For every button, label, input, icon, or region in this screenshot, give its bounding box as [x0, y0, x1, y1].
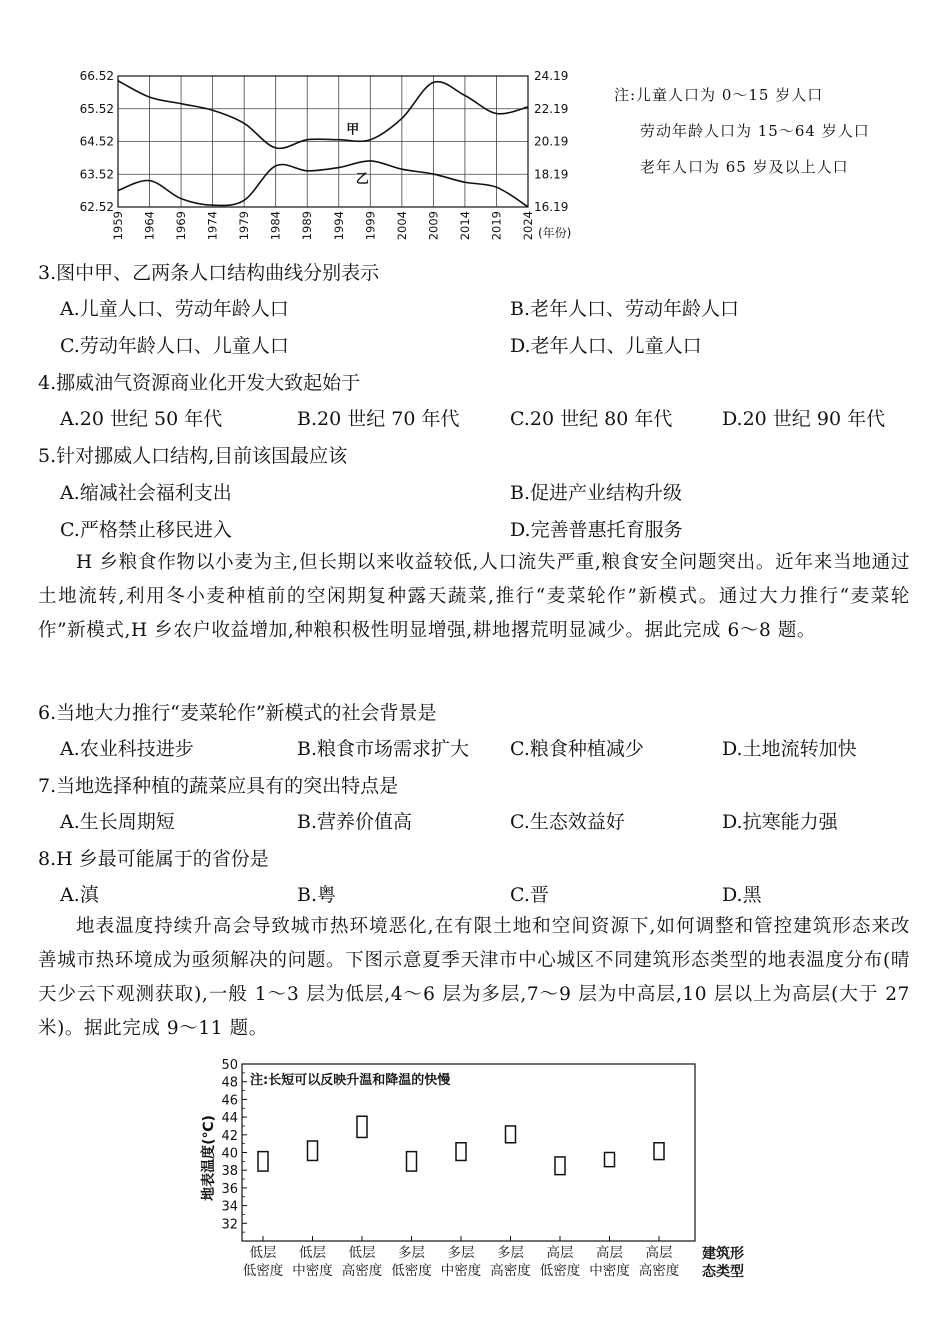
q3-option-a[interactable]: A.儿童人口、劳动年龄人口 — [60, 298, 289, 320]
temperature-range-box — [654, 1143, 664, 1160]
temperature-range-box — [258, 1152, 268, 1171]
q4-option-d[interactable]: D.20 世纪 90 年代 — [722, 408, 886, 430]
category-label-bottom: 中密度 — [292, 1263, 333, 1279]
temperature-range-box — [308, 1141, 318, 1160]
x-tick-label: 1994 — [331, 211, 346, 241]
category-label-bottom: 中密度 — [440, 1263, 482, 1279]
category-label-bottom: 低密度 — [539, 1263, 581, 1279]
temperature-range-box — [555, 1157, 565, 1175]
q7-option-b[interactable]: B.营养价值高 — [297, 811, 413, 833]
x-tick-label: 1979 — [237, 211, 252, 241]
q5-option-b[interactable]: B.促进产业结构升级 — [510, 482, 683, 504]
series-label-jia: 甲 — [346, 122, 360, 138]
y-right-tick-label: 18.19 — [534, 167, 569, 182]
category-label-top: 多层 — [497, 1245, 524, 1261]
x-tick-label: 1969 — [174, 211, 189, 241]
q4-option-c[interactable]: C.20 世纪 80 年代 — [510, 408, 673, 430]
y-tick-label: 42 — [221, 1128, 238, 1144]
temperature-range-box — [506, 1126, 516, 1143]
question-8-stem: 8.H 乡最可能属于的省份是 — [38, 848, 269, 870]
passage-h-township: H 乡粮食作物以小麦为主,但长期以来收益较低,人口流失严重,粮食安全问题突出。近年来当地通过土地流转,利用冬小麦种植前的空闲期复种露天蔬菜,推行“麦菜轮作”新模式。通过大力推行“麦菜轮作”新模式,H 乡农户收益增加,种粮积极性明显增强,耕地撂荒明显减少。据此完成 6～8 题。 — [38, 552, 910, 641]
category-label-top: 高层 — [546, 1245, 574, 1261]
x-tick-label: 1999 — [363, 211, 378, 241]
q5-option-a[interactable]: A.缩减社会福利支出 — [60, 482, 232, 504]
category-label-bottom: 高密度 — [341, 1263, 383, 1279]
x-tick-label: 1984 — [268, 211, 283, 241]
y-tick-label: 44 — [221, 1111, 238, 1127]
category-label-top: 低层 — [348, 1245, 376, 1261]
temperature-range-box — [407, 1152, 417, 1171]
category-label-bottom: 高密度 — [638, 1263, 680, 1279]
category-label-top: 多层 — [447, 1245, 475, 1261]
q8-option-c[interactable]: C.晋 — [510, 884, 549, 906]
series-line-yi — [118, 161, 528, 207]
y-left-tick-label: 62.52 — [79, 200, 114, 214]
category-label-bottom: 中密度 — [589, 1263, 630, 1279]
x-tick-label: 1989 — [300, 211, 315, 241]
series-line-jia — [118, 81, 528, 149]
population-line-chart — [60, 64, 620, 254]
q6-option-b[interactable]: B.粮食市场需求扩大 — [297, 738, 470, 760]
temperature-range-box — [357, 1116, 367, 1137]
y-tick-label: 40 — [221, 1146, 238, 1162]
chart-note-children: 注:儿童人口为 0～15 岁人口 — [614, 86, 824, 104]
category-label-bottom: 高密度 — [490, 1263, 531, 1279]
question-6-stem: 6.当地大力推行“麦菜轮作”新模式的社会背景是 — [38, 702, 437, 724]
x-tick-label: 1974 — [205, 211, 220, 241]
x-tick-label: 2014 — [457, 211, 472, 241]
x-tick-label: 2004 — [394, 211, 409, 241]
q5-option-d[interactable]: D.完善普惠托育服务 — [510, 519, 683, 541]
category-label-top: 低层 — [249, 1245, 277, 1261]
q7-option-d[interactable]: D.抗寒能力强 — [722, 811, 838, 833]
category-label-top: 高层 — [645, 1245, 673, 1261]
q7-option-a[interactable]: A.生长周期短 — [60, 811, 175, 833]
x-tick-label: 1964 — [142, 211, 157, 241]
y-left-tick-label: 64.52 — [79, 134, 114, 149]
chart2-note: 注:长短可以反映升温和降温的快慢 — [250, 1073, 451, 1088]
x-tick-label: 2024 — [521, 211, 535, 241]
y-left-tick-label: 63.52 — [79, 167, 114, 182]
q8-option-b[interactable]: B.粤 — [297, 884, 337, 906]
question-3-stem: 3.图中甲、乙两条人口结构曲线分别表示 — [38, 262, 380, 284]
x-tick-label: 2019 — [489, 211, 504, 241]
chart-note-elderly: 老年人口为 65 岁及以上人口 — [640, 158, 849, 176]
q8-option-d[interactable]: D.黑 — [722, 884, 762, 906]
temperature-range-box — [605, 1153, 615, 1167]
q7-option-c[interactable]: C.生态效益好 — [510, 811, 625, 833]
q6-option-d[interactable]: D.土地流转加快 — [722, 738, 857, 760]
category-label-bottom: 低密度 — [242, 1263, 284, 1279]
chart-note-working-age: 劳动年龄人口为 15～64 岁人口 — [640, 122, 870, 140]
surface-temperature-chart — [190, 1058, 770, 1288]
question-4-stem: 4.挪威油气资源商业化开发大致起始于 — [38, 372, 361, 394]
q5-option-c[interactable]: C.严格禁止移民进入 — [60, 519, 232, 541]
y-right-tick-label: 24.19 — [534, 69, 569, 83]
question-7-stem: 7.当地选择种植的蔬菜应具有的突出特点是 — [38, 775, 399, 797]
passage-tianjin-heat: 地表温度持续升高会导致城市热环境恶化,在有限土地和空间资源下,如何调整和管控建筑形态来改善城市热环境成为亟须解决的问题。下图示意夏季天津市中心城区不同建筑形态类型的地表温度分布(晴天少云下观测获取),一般 1～3 层为低层,4～6 层为多层,7～9 层为中高层,10 层以上为高层(大于 27 米)。据此完成 9～11 题。 — [38, 916, 910, 1039]
y-left-tick-label: 65.52 — [79, 101, 114, 116]
y-tick-label: 50 — [221, 1058, 238, 1073]
y-right-tick-label: 22.19 — [534, 101, 569, 116]
chart2-xlabel-line1: 建筑形 — [702, 1246, 744, 1262]
x-tick-label: 2009 — [426, 211, 441, 241]
category-label-top: 低层 — [299, 1245, 326, 1261]
y-left-tick-label: 66.52 — [79, 69, 114, 83]
y-tick-label: 38 — [221, 1164, 238, 1180]
y-tick-label: 34 — [221, 1199, 238, 1215]
series-label-yi: 乙 — [355, 171, 369, 187]
category-label-bottom: 低密度 — [391, 1263, 432, 1279]
q3-option-b[interactable]: B.老年人口、劳动年龄人口 — [510, 298, 740, 320]
category-label-top: 多层 — [398, 1245, 425, 1261]
y-tick-label: 32 — [221, 1217, 238, 1233]
q8-option-a[interactable]: A.滇 — [60, 884, 99, 906]
y-tick-label: 46 — [221, 1093, 238, 1109]
y-tick-label: 48 — [221, 1075, 238, 1091]
q4-option-a[interactable]: A.20 世纪 50 年代 — [60, 408, 223, 430]
q3-option-c[interactable]: C.劳动年龄人口、儿童人口 — [60, 335, 289, 357]
x-unit-label: (年份) — [538, 226, 572, 240]
category-label-top: 高层 — [596, 1245, 623, 1261]
q6-option-a[interactable]: A.农业科技进步 — [60, 738, 194, 760]
x-tick-label: 1959 — [111, 211, 125, 241]
chart2-xlabel-line2: 态类型 — [702, 1264, 744, 1280]
question-5-stem: 5.针对挪威人口结构,目前该国最应该 — [38, 445, 348, 467]
q6-option-c[interactable]: C.粮食种植减少 — [510, 738, 644, 760]
q3-option-d[interactable]: D.老年人口、儿童人口 — [510, 335, 702, 357]
y-right-tick-label: 20.19 — [534, 134, 569, 149]
chart2-ylabel: 地表温度(℃) — [201, 1115, 217, 1201]
y-tick-label: 36 — [221, 1181, 238, 1197]
temperature-range-box — [456, 1143, 466, 1161]
q4-option-b[interactable]: B.20 世纪 70 年代 — [297, 408, 460, 430]
y-right-tick-label: 16.19 — [534, 200, 569, 214]
